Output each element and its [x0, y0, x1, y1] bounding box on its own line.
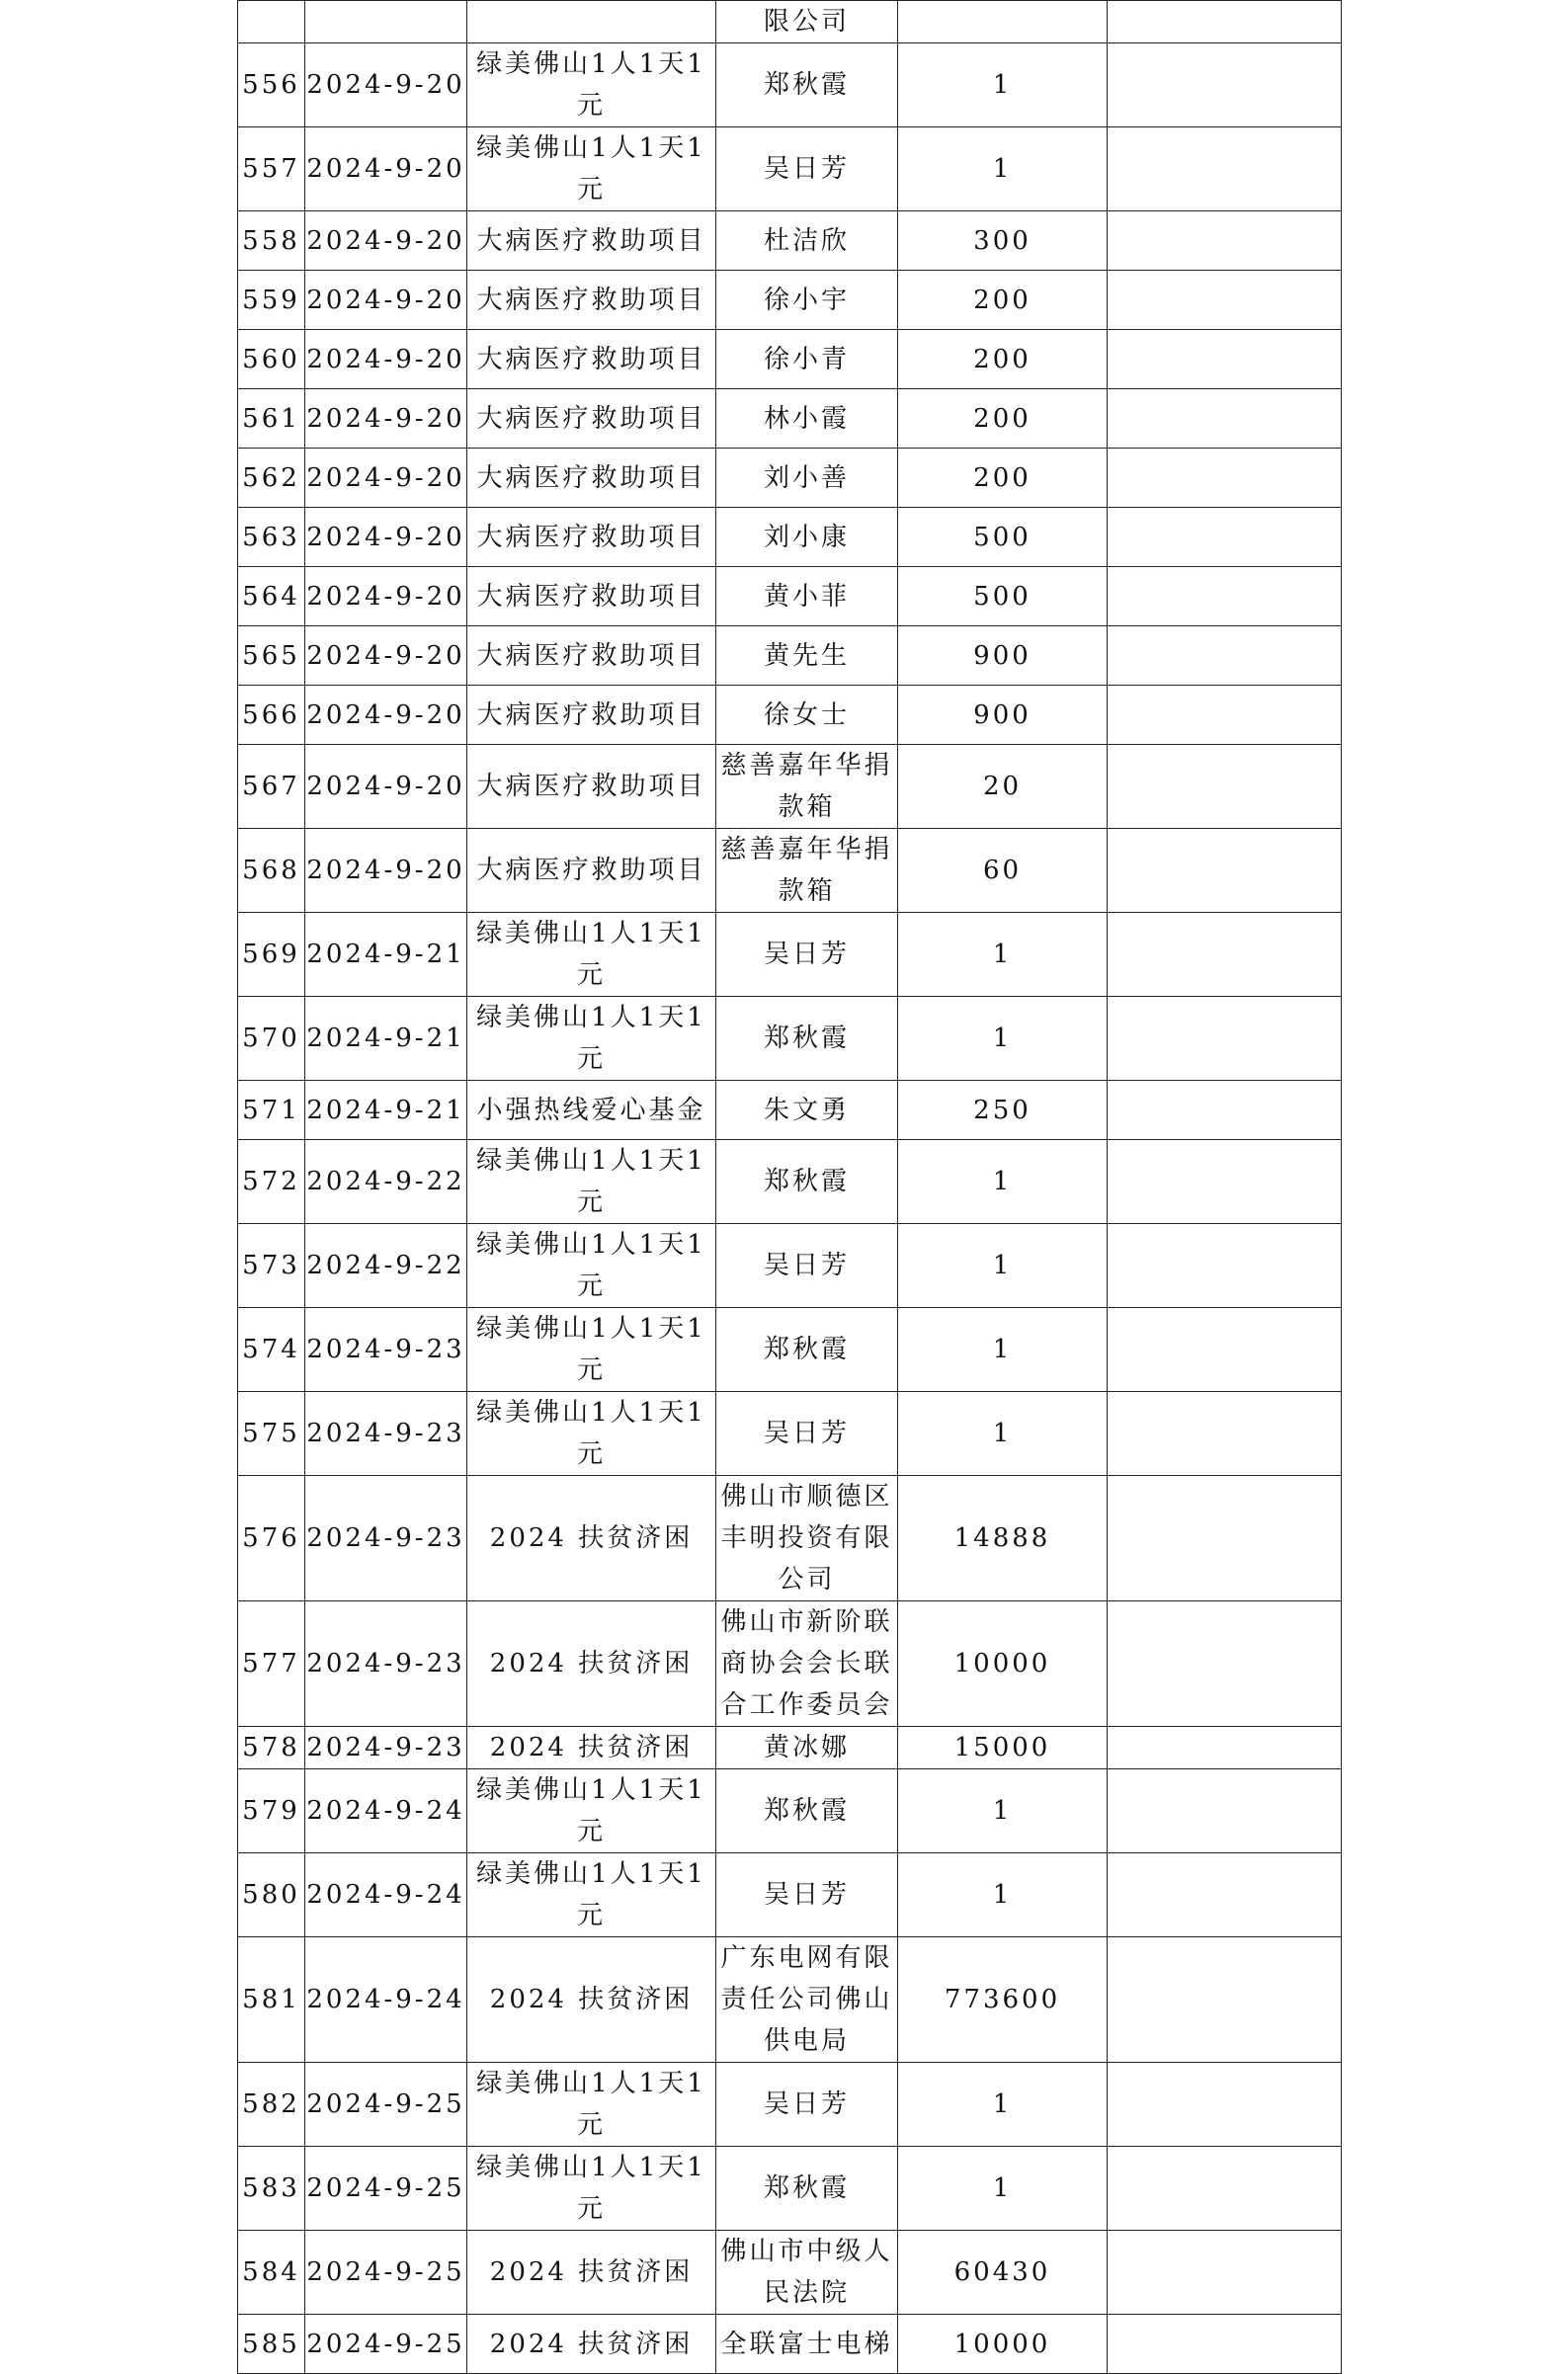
cell-date: 2024-9-20	[305, 567, 467, 626]
cell-date: 2024-9-20	[305, 745, 467, 829]
cell-note	[1108, 271, 1342, 330]
cell-donor: 郑秋霞	[716, 997, 898, 1081]
cell-project: 2024 扶贫济困	[467, 1601, 716, 1727]
table-row	[238, 1727, 1342, 1769]
cell-serial-no: 565	[238, 626, 305, 686]
cell-amount: 20	[898, 745, 1108, 829]
cell-project: 绿美佛山1人1天1元	[467, 1392, 716, 1476]
cell-amount: 60	[898, 829, 1108, 913]
table-row	[238, 449, 1342, 508]
table-row	[238, 1769, 1342, 1853]
cell-project: 大病医疗救助项目	[467, 745, 716, 829]
cell-note	[1108, 449, 1342, 508]
cell-note	[1108, 330, 1342, 389]
cell-serial-no: 582	[238, 2063, 305, 2147]
cell-date: 2024-9-20	[305, 127, 467, 211]
cell-serial-no: 574	[238, 1308, 305, 1392]
cell-serial-no: 578	[238, 1727, 305, 1769]
table-row	[238, 211, 1342, 271]
cell-note	[1108, 389, 1342, 449]
cell-date: 2024-9-20	[305, 43, 467, 127]
cell-project: 大病医疗救助项目	[467, 271, 716, 330]
cell-date: 2024-9-20	[305, 389, 467, 449]
cell-donor: 徐小青	[716, 330, 898, 389]
cell-serial-no: 558	[238, 211, 305, 271]
cell-serial-no: 583	[238, 2147, 305, 2231]
cell-date: 2024-9-25	[305, 2315, 467, 2374]
cell-donor: 黄先生	[716, 626, 898, 686]
cell-project: 大病医疗救助项目	[467, 211, 716, 271]
cell-serial-no: 571	[238, 1081, 305, 1140]
cell-note	[1108, 829, 1342, 913]
cell-date: 2024-9-22	[305, 1224, 467, 1308]
cell-date: 2024-9-21	[305, 913, 467, 997]
table-row	[238, 567, 1342, 626]
cell-project: 2024 扶贫济困	[467, 2231, 716, 2315]
cell-serial-no: 581	[238, 1937, 305, 2063]
cell-note	[1108, 1769, 1342, 1853]
cell-serial-no: 560	[238, 330, 305, 389]
cell-donor: 刘小善	[716, 449, 898, 508]
cell-amount: 1	[898, 1224, 1108, 1308]
table-row	[238, 1476, 1342, 1601]
cell-project: 绿美佛山1人1天1元	[467, 2147, 716, 2231]
cell-donor: 吴日芳	[716, 2063, 898, 2147]
cell-amount: 60430	[898, 2231, 1108, 2315]
cell-date: 2024-9-20	[305, 508, 467, 567]
cell-project: 大病医疗救助项目	[467, 330, 716, 389]
cell-date: 2024-9-21	[305, 997, 467, 1081]
table-row	[238, 127, 1342, 211]
cell-serial-no: 569	[238, 913, 305, 997]
table-row	[238, 745, 1342, 829]
cell-project: 2024 扶贫济困	[467, 1476, 716, 1601]
cell-amount: 1	[898, 43, 1108, 127]
cell-amount: 1	[898, 997, 1108, 1081]
table-row	[238, 1, 1342, 43]
table-row	[238, 2063, 1342, 2147]
cell-note	[1108, 211, 1342, 271]
cell-project: 大病医疗救助项目	[467, 829, 716, 913]
cell-serial-no: 573	[238, 1224, 305, 1308]
table-row	[238, 626, 1342, 686]
table-row	[238, 389, 1342, 449]
cell-date: 2024-9-24	[305, 1853, 467, 1937]
cell-date: 2024-9-22	[305, 1140, 467, 1224]
cell-project: 绿美佛山1人1天1元	[467, 997, 716, 1081]
cell-donor: 郑秋霞	[716, 43, 898, 127]
cell-date: 2024-9-25	[305, 2231, 467, 2315]
cell-note	[1108, 1140, 1342, 1224]
table-row	[238, 1308, 1342, 1392]
table-body	[238, 1, 1342, 2374]
cell-note	[1108, 2231, 1342, 2315]
cell-serial-no: 576	[238, 1476, 305, 1601]
cell-donor: 佛山市顺德区丰明投资有限公司	[716, 1476, 898, 1601]
cell-project: 大病医疗救助项目	[467, 508, 716, 567]
cell-date: 2024-9-20	[305, 330, 467, 389]
cell-date: 2024-9-21	[305, 1081, 467, 1140]
cell-serial-no: 579	[238, 1769, 305, 1853]
cell-donor: 郑秋霞	[716, 1140, 898, 1224]
cell-date: 2024-9-23	[305, 1476, 467, 1601]
cell-donor: 广东电网有限责任公司佛山供电局	[716, 1937, 898, 2063]
cell-amount: 1	[898, 127, 1108, 211]
cell-donor: 郑秋霞	[716, 1769, 898, 1853]
table-row	[238, 829, 1342, 913]
cell-serial-no: 561	[238, 389, 305, 449]
cell-amount: 500	[898, 567, 1108, 626]
cell-note	[1108, 1, 1342, 43]
cell-note	[1108, 43, 1342, 127]
cell-amount: 1	[898, 2063, 1108, 2147]
cell-amount: 200	[898, 330, 1108, 389]
cell-project: 绿美佛山1人1天1元	[467, 1224, 716, 1308]
cell-amount: 1	[898, 1392, 1108, 1476]
cell-donor: 慈善嘉年华捐款箱	[716, 829, 898, 913]
cell-project: 2024 扶贫济困	[467, 1937, 716, 2063]
cell-date: 2024-9-24	[305, 1769, 467, 1853]
cell-serial-no: 584	[238, 2231, 305, 2315]
cell-date: 2024-9-20	[305, 829, 467, 913]
cell-serial-no: 563	[238, 508, 305, 567]
cell-amount: 1	[898, 2147, 1108, 2231]
cell-donor: 郑秋霞	[716, 2147, 898, 2231]
cell-date: 2024-9-25	[305, 2063, 467, 2147]
cell-serial-no: 585	[238, 2315, 305, 2374]
cell-amount: 200	[898, 271, 1108, 330]
cell-note	[1108, 2315, 1342, 2374]
cell-serial-no: 557	[238, 127, 305, 211]
table-row	[238, 43, 1342, 127]
cell-donor: 黄小菲	[716, 567, 898, 626]
table-row	[238, 1392, 1342, 1476]
table-row	[238, 1140, 1342, 1224]
cell-project: 大病医疗救助项目	[467, 389, 716, 449]
cell-donor: 吴日芳	[716, 1392, 898, 1476]
cell-serial-no: 566	[238, 686, 305, 745]
cell-note	[1108, 1224, 1342, 1308]
cell-note	[1108, 745, 1342, 829]
cell-donor: 刘小康	[716, 508, 898, 567]
cell-donor: 郑秋霞	[716, 1308, 898, 1392]
cell-donor: 佛山市新阶联商协会会长联合工作委员会	[716, 1601, 898, 1727]
cell-project: 小强热线爱心基金	[467, 1081, 716, 1140]
cell-date: 2024-9-25	[305, 2147, 467, 2231]
cell-amount: 300	[898, 211, 1108, 271]
cell-project: 大病医疗救助项目	[467, 567, 716, 626]
cell-date: 2024-9-23	[305, 1601, 467, 1727]
cell-note	[1108, 508, 1342, 567]
table-row	[238, 1601, 1342, 1727]
cell-note	[1108, 1727, 1342, 1769]
cell-amount: 773600	[898, 1937, 1108, 2063]
cell-donor: 杜洁欣	[716, 211, 898, 271]
table-row	[238, 997, 1342, 1081]
cell-note	[1108, 1937, 1342, 2063]
cell-serial-no	[238, 1, 305, 43]
cell-note	[1108, 127, 1342, 211]
cell-serial-no: 556	[238, 43, 305, 127]
cell-amount: 15000	[898, 1727, 1108, 1769]
cell-amount: 200	[898, 389, 1108, 449]
cell-project: 绿美佛山1人1天1元	[467, 127, 716, 211]
cell-donor: 全联富士电梯	[716, 2315, 898, 2374]
cell-date	[305, 1, 467, 43]
cell-project: 绿美佛山1人1天1元	[467, 913, 716, 997]
table-row	[238, 686, 1342, 745]
cell-donor: 林小霞	[716, 389, 898, 449]
cell-project: 绿美佛山1人1天1元	[467, 43, 716, 127]
table-row	[238, 1937, 1342, 2063]
cell-note	[1108, 686, 1342, 745]
cell-note	[1108, 1392, 1342, 1476]
cell-date: 2024-9-23	[305, 1727, 467, 1769]
cell-project: 2024 扶贫济困	[467, 1727, 716, 1769]
table-row	[238, 2231, 1342, 2315]
cell-amount: 1	[898, 1308, 1108, 1392]
table-row	[238, 271, 1342, 330]
cell-project: 绿美佛山1人1天1元	[467, 1140, 716, 1224]
donation-records-table	[237, 0, 1342, 2374]
cell-note	[1108, 2063, 1342, 2147]
cell-project: 绿美佛山1人1天1元	[467, 1769, 716, 1853]
cell-note	[1108, 1601, 1342, 1727]
cell-project: 大病医疗救助项目	[467, 626, 716, 686]
cell-project: 绿美佛山1人1天1元	[467, 2063, 716, 2147]
cell-serial-no: 568	[238, 829, 305, 913]
cell-project: 绿美佛山1人1天1元	[467, 1853, 716, 1937]
cell-donor: 朱文勇	[716, 1081, 898, 1140]
cell-amount: 10000	[898, 1601, 1108, 1727]
cell-serial-no: 575	[238, 1392, 305, 1476]
table-row	[238, 1081, 1342, 1140]
cell-date: 2024-9-23	[305, 1392, 467, 1476]
cell-date: 2024-9-20	[305, 449, 467, 508]
table-row	[238, 913, 1342, 997]
cell-amount: 1	[898, 1853, 1108, 1937]
cell-serial-no: 572	[238, 1140, 305, 1224]
cell-date: 2024-9-23	[305, 1308, 467, 1392]
cell-project: 2024 扶贫济困	[467, 2315, 716, 2374]
cell-amount: 14888	[898, 1476, 1108, 1601]
cell-project: 绿美佛山1人1天1元	[467, 1308, 716, 1392]
cell-note	[1108, 1476, 1342, 1601]
cell-amount: 1	[898, 1140, 1108, 1224]
table-row	[238, 330, 1342, 389]
cell-serial-no: 580	[238, 1853, 305, 1937]
cell-donor: 吴日芳	[716, 913, 898, 997]
cell-note	[1108, 626, 1342, 686]
cell-date: 2024-9-20	[305, 626, 467, 686]
cell-date: 2024-9-20	[305, 686, 467, 745]
cell-project	[467, 1, 716, 43]
cell-donor: 黄冰娜	[716, 1727, 898, 1769]
cell-date: 2024-9-24	[305, 1937, 467, 2063]
cell-donor: 吴日芳	[716, 127, 898, 211]
cell-amount	[898, 1, 1108, 43]
cell-amount: 900	[898, 686, 1108, 745]
cell-donor: 佛山市中级人民法院	[716, 2231, 898, 2315]
cell-note	[1108, 913, 1342, 997]
cell-note	[1108, 1853, 1342, 1937]
table-row	[238, 508, 1342, 567]
table-row	[238, 1853, 1342, 1937]
cell-amount: 200	[898, 449, 1108, 508]
cell-project: 大病医疗救助项目	[467, 449, 716, 508]
cell-donor: 徐女士	[716, 686, 898, 745]
cell-serial-no: 564	[238, 567, 305, 626]
cell-amount: 500	[898, 508, 1108, 567]
cell-donor: 限公司	[716, 1, 898, 43]
cell-amount: 1	[898, 913, 1108, 997]
cell-amount: 10000	[898, 2315, 1108, 2374]
cell-note	[1108, 1308, 1342, 1392]
cell-amount: 1	[898, 1769, 1108, 1853]
cell-project: 大病医疗救助项目	[467, 686, 716, 745]
cell-donor: 吴日芳	[716, 1853, 898, 1937]
cell-note	[1108, 1081, 1342, 1140]
cell-note	[1108, 567, 1342, 626]
table-row	[238, 2315, 1342, 2374]
cell-donor: 慈善嘉年华捐款箱	[716, 745, 898, 829]
cell-donor: 吴日芳	[716, 1224, 898, 1308]
cell-serial-no: 567	[238, 745, 305, 829]
cell-amount: 900	[898, 626, 1108, 686]
cell-donor: 徐小宇	[716, 271, 898, 330]
cell-serial-no: 559	[238, 271, 305, 330]
cell-serial-no: 562	[238, 449, 305, 508]
cell-note	[1108, 997, 1342, 1081]
cell-amount: 250	[898, 1081, 1108, 1140]
cell-date: 2024-9-20	[305, 271, 467, 330]
table-row	[238, 1224, 1342, 1308]
cell-serial-no: 570	[238, 997, 305, 1081]
cell-date: 2024-9-20	[305, 211, 467, 271]
cell-serial-no: 577	[238, 1601, 305, 1727]
